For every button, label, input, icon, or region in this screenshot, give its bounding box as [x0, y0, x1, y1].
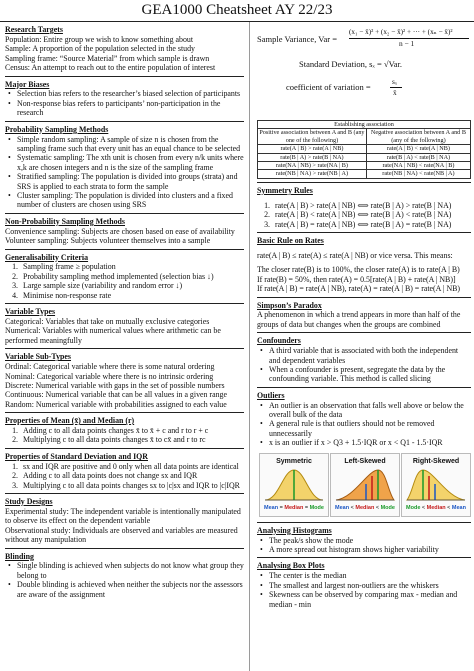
page-title: GEA1000 Cheatsheet AY 22/23	[141, 2, 333, 18]
table-cell: rate(B | A) > rate(B | NA)	[258, 153, 367, 161]
table-header: Negative association between A and B (any of the following)	[366, 129, 470, 145]
section-heading: Variable Types	[5, 307, 56, 317]
variance-label: Sample Variance, Var =	[257, 34, 338, 44]
left-skewed-distribution-diagram	[330, 453, 400, 517]
section-heading: Probability Sampling Methods	[5, 124, 109, 134]
section-divider	[5, 348, 244, 349]
section-divider	[257, 387, 471, 388]
analysing-box-plots-section	[257, 561, 471, 609]
table-cell: rate(A | B) > rate(A | NB)	[258, 145, 367, 153]
section-divider	[257, 522, 471, 523]
research-targets-section	[5, 25, 244, 73]
cv-denominator: x̄	[393, 87, 397, 97]
numbered-item: 1. Sampling frame ≥ population	[20, 262, 244, 271]
bullet-item: • Double blinding is achieved when neither the subjects nor the assessors are aware of the assignment	[17, 580, 244, 599]
section-divider	[5, 249, 244, 250]
diagram-legend: Mean < Median < Mode	[335, 505, 395, 512]
text-line: Observational study: Individuals are observed and variables are measured without any manipulation	[5, 525, 238, 545]
section-heading: Variable Sub-Types	[5, 352, 71, 362]
symmetry-rules-section	[257, 186, 471, 229]
bullet-item: • The center is the median	[269, 571, 471, 580]
numbered-item: 1. Adding c to all data points changes x̄ to x̄ + c and r to r + c	[20, 426, 244, 435]
section-heading: Research Targets	[5, 25, 63, 34]
section-divider	[257, 297, 471, 298]
formulas-block	[257, 25, 471, 120]
section-heading: Blinding	[5, 551, 34, 561]
bullet-item: • When a confounder is present, segregate the data by the confounding variable. This method is called slicing	[269, 365, 471, 384]
table-title: Establishing association	[258, 121, 471, 129]
section-heading: Confounders	[257, 336, 301, 346]
cv-numerator: sₓ	[392, 77, 398, 86]
section-divider	[5, 548, 244, 549]
probability-sampling-section	[5, 125, 244, 210]
text-line: Convenience sampling: Subjects are chosen based on ease of availability	[5, 226, 235, 236]
diagram-legend: Mean = Median = Mode	[264, 505, 324, 512]
table-cell: rate(NA | NB) > rate(NA | B)	[258, 162, 367, 170]
section-heading: Properties of Standard Deviation and IQR	[5, 451, 148, 461]
text-line: A phenomenon in which a trend appears in more than half of the groups of data but changes when the groups are combined	[257, 310, 461, 329]
bullet-item: • Simple random sampling: A sample of size n is chosen from the sampling frame such that every unit has an equal chance to be selected	[17, 135, 244, 154]
left-skewed-curve	[334, 466, 396, 504]
cv-label: coefficient of variation =	[286, 82, 371, 92]
right-column	[257, 25, 471, 609]
bullet-item: • The smallest and largest non-outliers are the whiskers	[269, 581, 471, 590]
bullet-item: • An outlier is an observation that falls well above or below the overall bulk of the data	[269, 401, 471, 420]
skewness-diagrams	[257, 453, 471, 517]
section-divider	[257, 232, 471, 233]
section-heading: Major Biases	[5, 79, 50, 89]
diagram-legend: Mode < Median < Mean	[406, 505, 466, 512]
bullet-item: • A general rule is that outliers should not be removed unnecessarily	[269, 419, 471, 438]
text-line: If rate(B) = 50%, then rate(A) = 0.5[rate(A | B) + rate(A | NB)]	[257, 274, 456, 284]
bullet-item: • Cluster sampling: The population is divided into clusters and a fixed number of clusters are chosen using SRS	[17, 191, 244, 210]
table-header: Positive association between A and B (any one of the following)	[259, 129, 365, 144]
text-line: Sample: A proportion of the population selected in the study	[5, 44, 196, 54]
numbered-item: 2. Adding c to all data points does not change sx and IQR	[20, 471, 244, 480]
table-row	[258, 170, 471, 178]
mean-median-section	[5, 416, 244, 445]
section-divider	[257, 182, 471, 183]
section-divider	[5, 76, 244, 77]
section-divider	[5, 448, 244, 449]
confounders-section	[257, 336, 471, 384]
basic-rule-section	[257, 236, 471, 294]
symmetric-distribution-diagram	[259, 453, 329, 517]
variable-subtypes-section	[5, 352, 244, 409]
section-heading: Non-Probability Sampling Methods	[5, 216, 125, 226]
non-probability-sampling-section	[5, 217, 244, 246]
section-heading: Symmetry Rules	[257, 185, 313, 195]
text-line: rate(A | B) ≤ rate(A) ≤ rate(A | NB) or vice versa. This means:	[257, 250, 453, 260]
text-line: Discrete: Numerical variable with gaps in the set of possible numbers	[5, 380, 225, 390]
right-skewed-curve	[405, 466, 467, 504]
table-cell: rate(NA | NB) < rate(NA | B)	[366, 162, 470, 170]
section-heading: Study Designs	[5, 496, 53, 506]
section-divider	[257, 557, 471, 558]
text-line: Ordinal: Categorical variable where there is some natural ordering	[5, 362, 215, 372]
numbered-item: 2. rate(A | B) < rate(A | NB) ⟺ rate(B | A) < rate(B | NA)	[272, 210, 471, 219]
sd-iqr-section	[5, 452, 244, 490]
left-column	[5, 25, 244, 599]
diagram-title: Left-Skewed	[344, 457, 386, 465]
section-divider	[257, 332, 471, 333]
text-line: If rate(A | B) = rate(A | NB), rate(A) = rate(A | B) = rate(A | NB)	[257, 284, 461, 294]
diagram-title: Right-Skewed	[412, 457, 460, 465]
text-line: Experimental study: The independent variable is intentionally manipulated to observe its effect on the dependent variable	[5, 506, 241, 526]
diagram-title: Symmetric	[276, 457, 312, 465]
table-cell: rate(B | A) < rate(B | NA)	[366, 153, 470, 161]
numbered-item: 2. Multiplying c to all data points changes x̄ to cx̄ and r to rc	[20, 435, 244, 444]
section-heading: Simpson’s Paradox	[257, 300, 322, 310]
numbered-item: 3. rate(A | B) = rate(A | NB) ⟺ rate(B | A) = rate(B | NA)	[272, 220, 471, 229]
variance-denominator: n − 1	[399, 39, 415, 48]
table-row	[258, 162, 471, 170]
section-heading: Properties of Mean (x̄) and Median (r)	[5, 416, 135, 426]
numbered-item: 4. Minimise non-response rate	[20, 291, 244, 300]
section-divider	[5, 303, 244, 304]
numbered-item: 3. Multiplying c to all data points changes sx to |c|sx and IQR to |c|IQR	[20, 481, 244, 490]
bullet-item: • The peak/s show the mode	[269, 536, 471, 545]
analysing-histograms-section	[257, 526, 471, 555]
section-divider	[5, 121, 244, 122]
text-line: Random: Numerical variable with probabilities assigned to each value	[5, 399, 227, 409]
table-row	[258, 145, 471, 153]
section-heading: Analysing Histograms	[257, 525, 332, 535]
section-heading: Generalisability Criteria	[5, 252, 89, 262]
simpsons-paradox-section	[257, 301, 471, 330]
text-line: Numerical: Variables with numerical values where arithmetic can be performed meaningfully	[5, 326, 221, 345]
standard-deviation-formula: Standard Deviation, sₓ = √Var.	[299, 59, 403, 69]
numbered-item: 3. Large sample size (variability and random error ↓)	[20, 281, 244, 290]
bullet-item: • A third variable that is associated with both the independent and dependent variables	[269, 346, 471, 365]
section-divider	[5, 412, 244, 413]
blinding-section	[5, 552, 244, 600]
numbered-item: 2. Probability sampling method implemented (selection bias ↓)	[20, 272, 244, 281]
bullet-item: • Stratified sampling: The population is divided into groups (strata) and SRS is applied to each strata to form the sample	[17, 172, 244, 191]
section-divider	[5, 493, 244, 494]
bullet-item: • A more spread out histogram shows higher variability	[269, 545, 471, 554]
bullet-item: • Single blinding is achieved when subjects do not know what group they belong to	[17, 561, 244, 580]
text-line: Volunteer sampling: Subjects volunteer themselves into a sample	[5, 236, 211, 246]
variable-types-section	[5, 307, 244, 345]
bullet-item: • Non-response bias refers to participants’ non-participation in the research	[17, 99, 244, 118]
right-skewed-distribution-diagram	[401, 453, 471, 517]
column-divider	[249, 22, 250, 671]
text-line: Population: Entire group we wish to know something about	[5, 34, 194, 44]
variance-numerator: (x₁ − x̄)² + (x₂ − x̄)² + ··· + (xₙ − x̄)²	[349, 28, 453, 36]
generalisability-section	[5, 253, 244, 301]
study-designs-section	[5, 497, 244, 545]
text-line: The closer rate(B) is to 100%, the closer rate(A) is to rate(A | B)	[257, 265, 460, 275]
section-heading: Outliers	[257, 390, 285, 400]
text-line: Continuous: Numerical variable that can be all values in a given range	[5, 390, 227, 400]
section-heading: Analysing Box Plots	[257, 561, 325, 571]
bullet-item: • Systematic sampling: The xth unit is chosen from every n/k units where x,k are chosen integers and n is the size of the sampling frame	[17, 153, 244, 172]
text-line: Nominal: Categorical variable where there is no intrinsic ordering	[5, 371, 214, 381]
section-divider	[5, 213, 244, 214]
text-line: Categorical: Variables that take on mutually exclusive categories	[5, 316, 210, 326]
bullet-item: • Selection bias refers to the researcher’s biased selection of participants	[17, 89, 244, 98]
text-line: Census: An attempt to reach out to the entire population of interest	[5, 63, 216, 73]
association-table	[257, 120, 471, 179]
table-cell: rate(A | B) < rate(A | NB)	[366, 145, 470, 153]
numbered-item: 1. sx and IQR are positive and 0 only when all data points are identical	[20, 462, 244, 471]
section-heading: Basic Rule on Rates	[257, 235, 324, 245]
table-cell: rate(NB | NA) < rate(NB | A)	[366, 170, 470, 178]
outliers-section	[257, 391, 471, 448]
text-line: Sampling frame: “Source Material” from which sample is drawn	[5, 53, 210, 63]
symmetric-curve	[263, 466, 325, 504]
bullet-item: • x is an outlier if x > Q3 + 1.5·IQR or x < Q1 - 1.5·IQR	[269, 438, 471, 447]
table-row	[258, 153, 471, 161]
table-cell: rate(NB | NA) > rate(NB | A)	[258, 170, 367, 178]
title-divider	[0, 21, 474, 22]
numbered-item: 1. rate(A | B) > rate(A | NB) ⟺ rate(B | A) > rate(B | NA)	[272, 201, 471, 210]
bullet-item: • Skewness can be observed by comparing max - median and median - min	[269, 590, 471, 609]
major-biases-section	[5, 80, 244, 118]
